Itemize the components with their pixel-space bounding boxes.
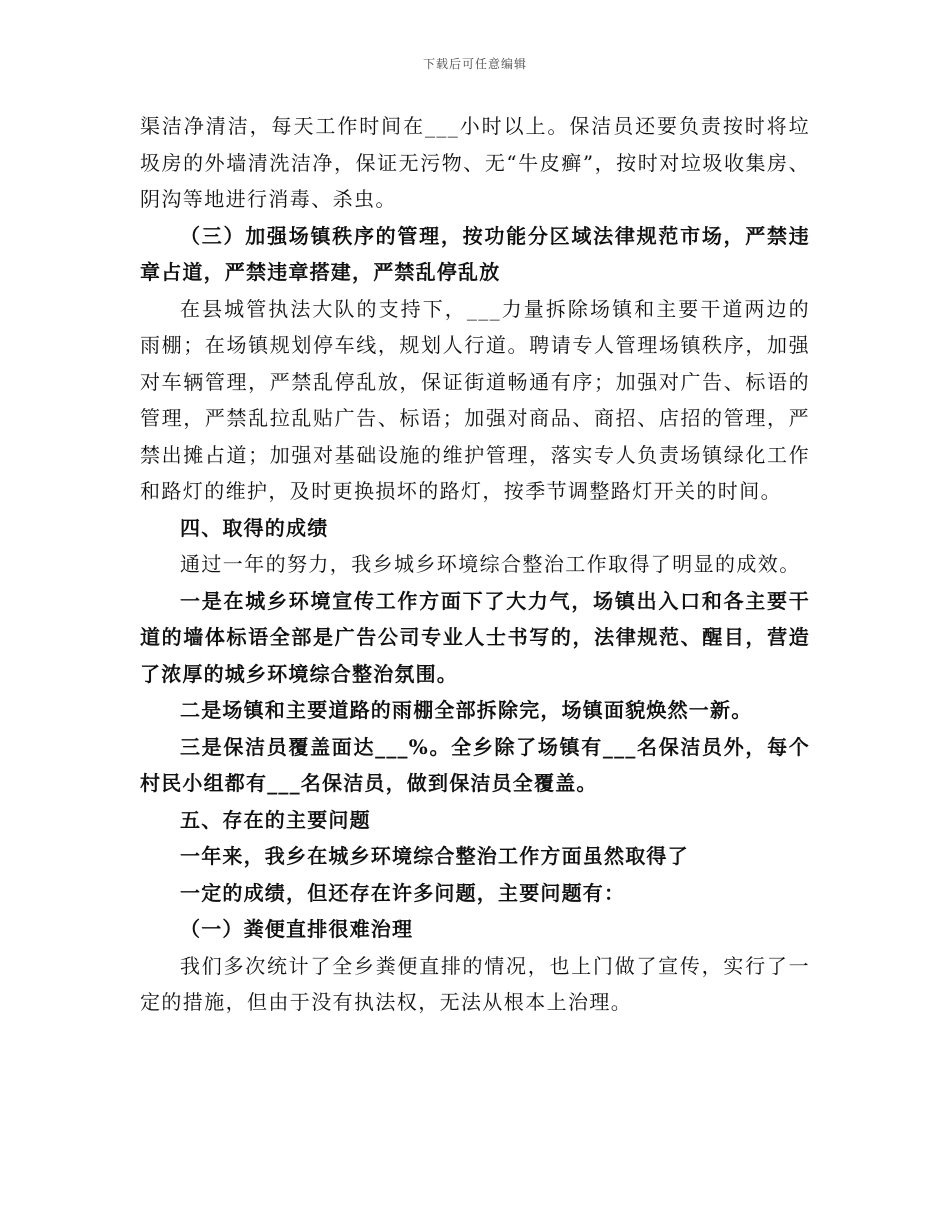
subheading-sewage-discharge: （一）粪便直排很难治理 bbox=[180, 917, 414, 941]
document-body bbox=[140, 108, 810, 1021]
paragraph-town-order-measures: 在县城管执法大队的支持下，___力量拆除场镇和主要干道两边的雨棚；在场镇规划停车线，规划人行道。聘请专人管理场镇秩序，加强对车辆管理，严禁乱停乱放，保证街道畅通有序；加强对广告、标语的管理，严禁乱拉乱贴广告、标语；加强对商品、商招、店招的管理，严禁出摊占道；加强对基础设施的维护管理，落实专人负责场镇绿化工作和路灯的维护，及时更换损坏的路灯，按季节调整路灯开关的时间。 bbox=[140, 296, 810, 503]
paragraph-achievement-two: 二是场镇和主要道路的雨棚全部拆除完，场镇面貌焕然一新。 bbox=[180, 698, 753, 722]
paragraph-problem-intro-line-two: 一定的成绩，但还存在许多问题，主要问题有： bbox=[180, 880, 626, 905]
section-heading-achievements: 四、取得的成绩 bbox=[180, 515, 329, 540]
page-header: 下载后可任意编辑 bbox=[422, 57, 527, 71]
section-heading-main-problems: 五、存在的主要问题 bbox=[180, 807, 371, 832]
section-heading-town-order: （三）加强场镇秩序的管理，按功能分区域法律规范市场，严禁违章占道，严禁违章搭建，严禁乱停乱放 bbox=[140, 223, 810, 284]
paragraph-problem-intro-line-one: 一年来，我乡在城乡环境综合整治工作方面虽然取得了 bbox=[180, 844, 689, 868]
paragraph-sewage-discharge-detail: 我们多次统计了全乡粪便直排的情况，也上门做了宣传，实行了一定的措施，但由于没有执法权，无法从根本上治理。 bbox=[140, 953, 810, 1014]
paragraph-achievement-summary: 通过一年的努力，我乡城乡环境综合整治工作取得了明显的成效。 bbox=[180, 552, 801, 576]
paragraph-sanitation-duty: 渠洁净清洁，每天工作时间在___小时以上。保洁员还要负责按时将垃圾房的外墙清洗洁净，保证无污物、无“牛皮癣”，按时对垃圾收集房、阴沟等地进行消毒、杀虫。 bbox=[140, 114, 810, 211]
paragraph-achievement-one: 一是在城乡环境宣传工作方面下了大力气，场镇出入口和各主要干道的墙体标语全部是广告公司专业人士书写的，法律规范、醒目，营造了浓厚的城乡环境综合整治氛围。 bbox=[140, 588, 810, 686]
paragraph-achievement-three: 三是保洁员覆盖面达___%。全乡除了场镇有___名保洁员外，每个村民小组都有___名保洁员，做到保洁员全覆盖。 bbox=[140, 734, 810, 795]
